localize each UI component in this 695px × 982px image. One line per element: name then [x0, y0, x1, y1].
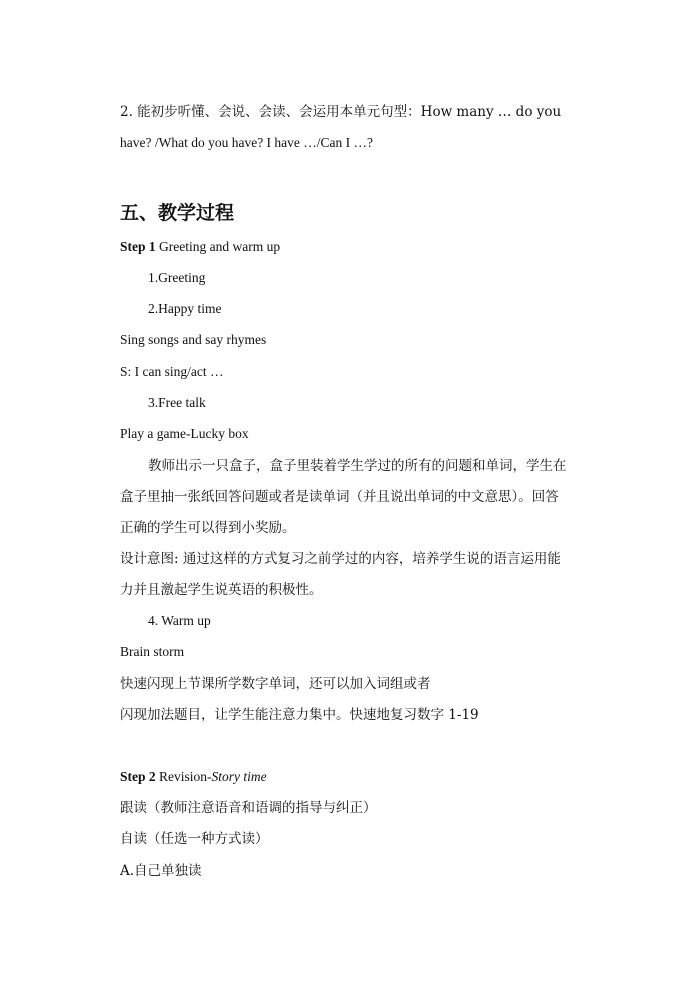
step1-heading [120, 238, 280, 256]
warm-up-line-2: 闪现加法题目，让学生能注意力集中。快速地复习数字 1-19 [120, 707, 479, 723]
step2-line-1: 跟读（教师注意语音和语调的指导与纠正） [120, 800, 377, 816]
step2-line-2: 自读（任选一种方式读） [120, 831, 269, 847]
step1-item-happy-time: 2.Happy time [148, 301, 222, 316]
objective-2-line-2: have? /What do you have? I have …/Can I …? [120, 135, 374, 150]
warm-up-line-1: 快速闪现上节课所学数字单词，还可以加入词组或者 [120, 676, 431, 692]
happy-time-description: Sing songs and say rhymes [120, 332, 267, 347]
step1-item-free-talk: 3.Free talk [148, 395, 206, 410]
section-heading: 五、教学过程 [120, 202, 235, 224]
free-talk-description: Play a game-Lucky box [120, 426, 249, 441]
design-intent-line-1: 设计意图: 通过这样的方式复习之前学过的内容，培养学生说的语言运用能 [120, 551, 561, 567]
step2-title-italic: Story time [211, 769, 267, 784]
step2-line-3: A.自己单独读 [120, 863, 202, 879]
step2-title-prefix: Revision- [159, 769, 212, 784]
step1-item-warm-up: 4. Warm up [148, 613, 211, 628]
step1-item-greeting: 1.Greeting [148, 270, 206, 285]
happy-time-example: S: I can sing/act … [120, 364, 224, 379]
warm-up-description: Brain storm [120, 644, 185, 659]
step1-title: Greeting and warm up [159, 239, 281, 254]
step2-heading [120, 768, 267, 786]
lucky-box-paragraph-line-2: 盒子里抽一张纸回答问题或者是读单词（并且说出单词的中文意思）。回答 [120, 489, 559, 505]
design-intent-line-2: 力并且激起学生说英语的积极性。 [120, 582, 323, 598]
lucky-box-paragraph-line-1: 教师出示一只盒子，盒子里装着学生学过的所有的问题和单词，学生在 [148, 458, 567, 474]
objective-2-line-1: 2. 能初步听懂、会说、会读、会运用本单元句型：How many … do you [120, 104, 562, 120]
step1-label: Step 1 [120, 239, 156, 254]
step2-label: Step 2 [120, 769, 156, 784]
lucky-box-paragraph-line-3: 正确的学生可以得到小奖励。 [120, 520, 296, 536]
